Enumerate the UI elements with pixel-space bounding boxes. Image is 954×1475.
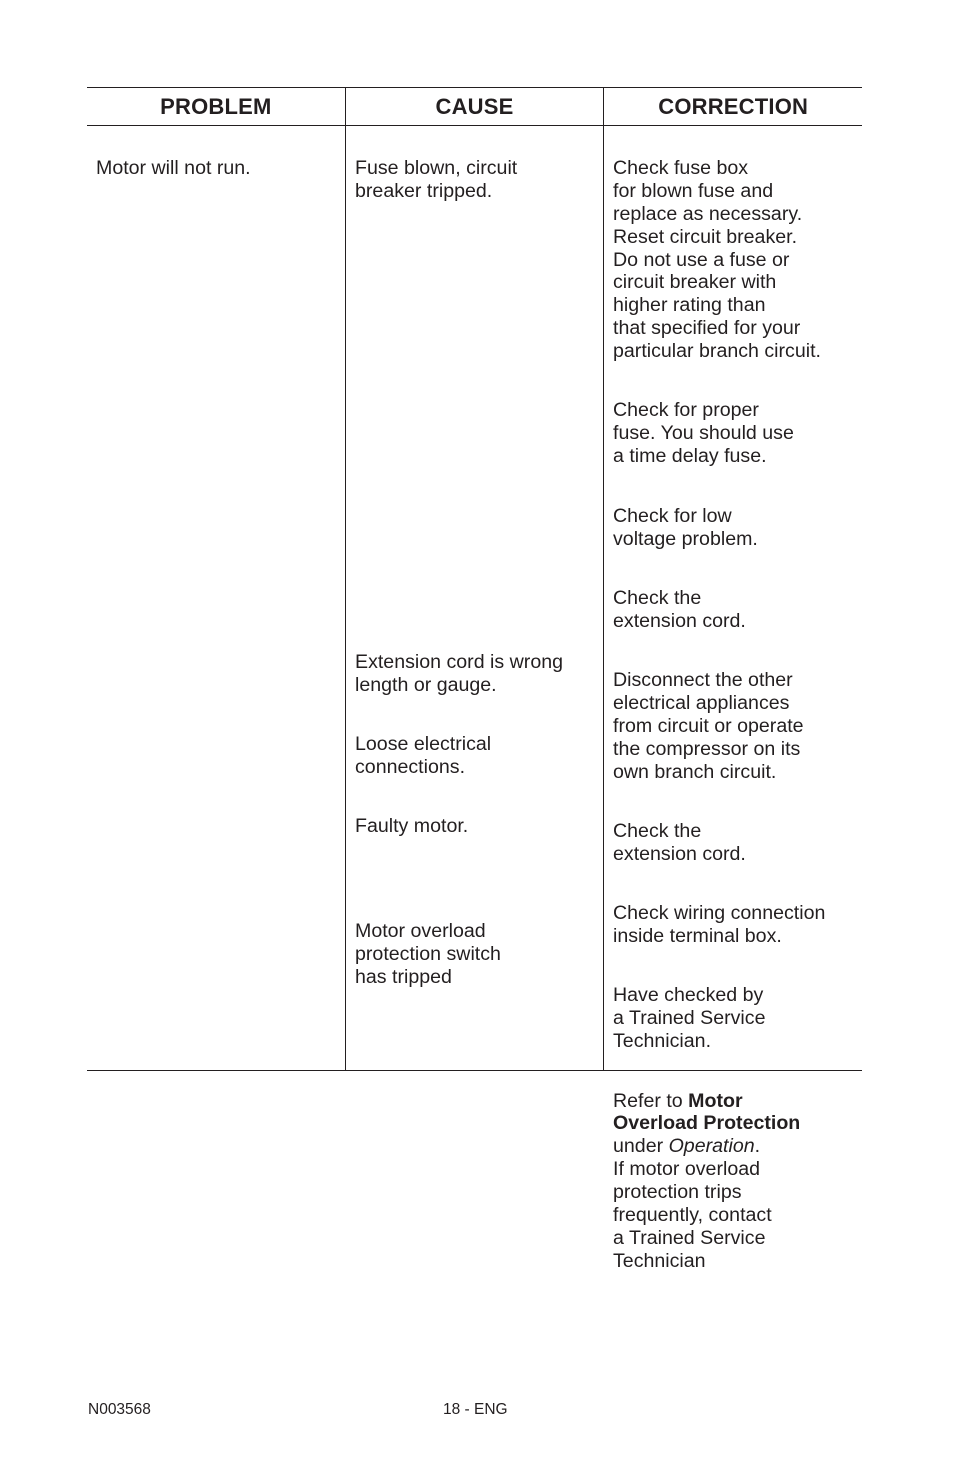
cause-spacer <box>355 239 603 628</box>
overload-bold-protection: Overload Protection <box>613 1112 801 1135</box>
correction-check-extension-cord: Check the extension cord. <box>613 586 746 632</box>
correction-check-extension-cord-2: Check the extension cord. <box>613 819 746 865</box>
header-correction: CORRECTION <box>603 88 862 125</box>
correction-low-voltage: Check for low voltage problem. <box>613 504 758 550</box>
correction-proper-fuse: Check for proper fuse. You should use a time delay fuse. <box>613 399 794 468</box>
footer-page-number: 18 - ENG <box>443 1401 508 1418</box>
cause-loose-connections: Loose electrical connections. <box>355 733 492 779</box>
cause-column <box>345 126 603 1070</box>
table-header <box>87 88 862 126</box>
overload-rest: If motor overload protection trips frequently, contact a Trained Service Technician <box>613 1158 772 1272</box>
overload-bold-motor: Motor <box>688 1089 743 1112</box>
correction-check-fuse-box: Check fuse box for blown fuse and replace as necessary. Reset circuit breaker. Do not use a fuse or circuit breaker with higher rating than that specified for your particular branch circuit. <box>613 156 821 363</box>
overload-italic-operation: Operation <box>668 1135 755 1158</box>
cause-overload-tripped: Motor overload protection switch has tripped <box>355 920 501 989</box>
header-problem: PROBLEM <box>160 93 272 119</box>
footer-doc-number: N003568 <box>88 1401 151 1418</box>
correction-trained-technician: Have checked by a Trained Service Technician. <box>613 984 766 1053</box>
overload-refer-to: Refer to <box>613 1089 689 1112</box>
problem-text: Motor will not run. <box>96 156 251 179</box>
cause-faulty-motor: Faulty motor. <box>355 815 469 838</box>
problem-column <box>87 126 345 1070</box>
troubleshooting-table <box>87 87 862 1272</box>
cause-extension-cord: Extension cord is wrong length or gauge. <box>355 651 564 696</box>
cause-fuse-blown: Fuse blown, circuit breaker tripped. <box>355 156 518 202</box>
correction-column <box>603 126 861 1272</box>
table-body <box>87 126 862 1272</box>
header-cause: CAUSE <box>345 88 604 125</box>
overload-period: . <box>754 1135 761 1158</box>
correction-disconnect-appliances: Disconnect the other electrical appliances from circuit or operate the compressor on its own branch circuit. <box>613 669 804 783</box>
overload-under: under <box>613 1135 669 1158</box>
correction-check-wiring: Check wiring connection inside terminal box. <box>613 902 826 948</box>
correction-motor-overload <box>613 1090 857 1273</box>
